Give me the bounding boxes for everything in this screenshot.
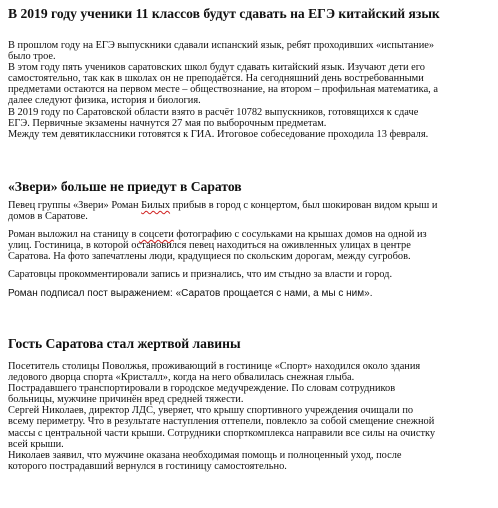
- article-3-line: массы с центральной части крыши. Сотрудники спорткомплекса направили все силы на очистку: [8, 427, 436, 439]
- text-run: прибыв в город с концертом, был шокирован видом крыш и: [170, 200, 438, 211]
- article-1-line: В прошлом году на ЕГЭ выпускники сдавали испанский язык, ребят проходивших «испытание»: [8, 40, 435, 51]
- article-2-paragraph-1: [8, 200, 437, 222]
- article-3-line: которого пострадавший вернулся в гостиницу самостоятельно.: [8, 460, 287, 472]
- article-3-line: Пострадавшего транспортировали в городское медучреждение. По словам сотрудников: [8, 383, 396, 395]
- article-2-title: «Звери» больше не приедут в Саратов: [8, 179, 242, 194]
- article-2-line: [8, 200, 437, 211]
- article-1-line: ЕГЭ. Первичные экзамены начнутся 27 мая по выборочным предметам.: [8, 117, 327, 129]
- article-2-line: домов в Саратове.: [8, 211, 88, 223]
- article-3-line: Николаев заявил, что мужчине оказана необходимая помощь и полноценный уход, после: [8, 449, 402, 461]
- article-3-line: Посетитель столицы Поволжья, проживающий в гостинице «Спорт» находился около здания: [8, 361, 421, 372]
- article-1-line: В этом году пять учеников саратовских школ будут сдавать китайский язык. Изучают дети его: [8, 62, 425, 74]
- article-1-line: В 2019 году по Саратовской области взято в расчёт 10782 выпускников, готовящихся к сдаче: [8, 106, 419, 118]
- article-2-line: улиц. Гостиница, в которой остановился певец находиться на оживленных улицах в центре: [8, 240, 411, 252]
- article-2-body: [8, 200, 437, 299]
- article-1-line: было трое.: [8, 51, 56, 63]
- text-run: фотографию с сосульками на крышах домов на одной из: [173, 229, 427, 241]
- article-3-line: всей крыши.: [8, 438, 64, 450]
- article-3-title: Гость Саратова стал жертвой лавины: [8, 336, 241, 351]
- article-2-line: [8, 229, 437, 240]
- article-1-line: Между тем девятиклассники готовятся к ГИА. Итоговое собеседование проходила 13 февраля.: [8, 128, 429, 140]
- article-3-line: больницы, мужчине причинён вред средней тяжести.: [8, 394, 244, 406]
- article-1-line: самостоятельно, так как в школах он не преподаётся. На сегодняшний день востребованными: [8, 73, 424, 85]
- article-2-paragraph-2: [8, 229, 437, 262]
- article-3-body: [8, 361, 435, 472]
- article-3-line: всему периметру. Что в результате наступления оттепели, повлекло за собой смещение снежной: [8, 416, 435, 428]
- spellcheck-word: соцсети: [138, 229, 174, 241]
- article-1-title: В 2019 году ученики 11 классов будут сдавать на ЕГЭ китайский язык: [8, 6, 440, 21]
- spellcheck-word: Билых: [141, 200, 171, 211]
- article-1-line: предметами остаются на первом месте – обществознание, на втором – профильная математика, а: [8, 84, 438, 96]
- article-2-paragraph-3: Саратовцы прокомментировали запись и признались, что им стыдно за власти и город.: [8, 269, 393, 281]
- article-3-line: Сергей Николаев, директор ЛДС, уверяет, что крышу спортивного учреждения очищали по: [8, 405, 414, 417]
- article-1-body: [8, 40, 438, 140]
- article-2-paragraph-4: Роман подписал пост выражением: «Саратов прощается с нами, а мы с ним».: [8, 287, 373, 299]
- article-1-line: далее следуют физика, история и биология.: [8, 95, 201, 107]
- text-run: Роман выложил на станицу в: [8, 229, 139, 241]
- text-run: Певец группы «Звери» Роман: [8, 200, 142, 211]
- article-2-line: Саратова. На фото запечатлены люди, крадущиеся по скольским дорогам, между сугробов.: [8, 251, 411, 263]
- article-3-line: ледового дворца спорта «Кристалл», когда на него обвалилась снежная глыба.: [8, 372, 355, 384]
